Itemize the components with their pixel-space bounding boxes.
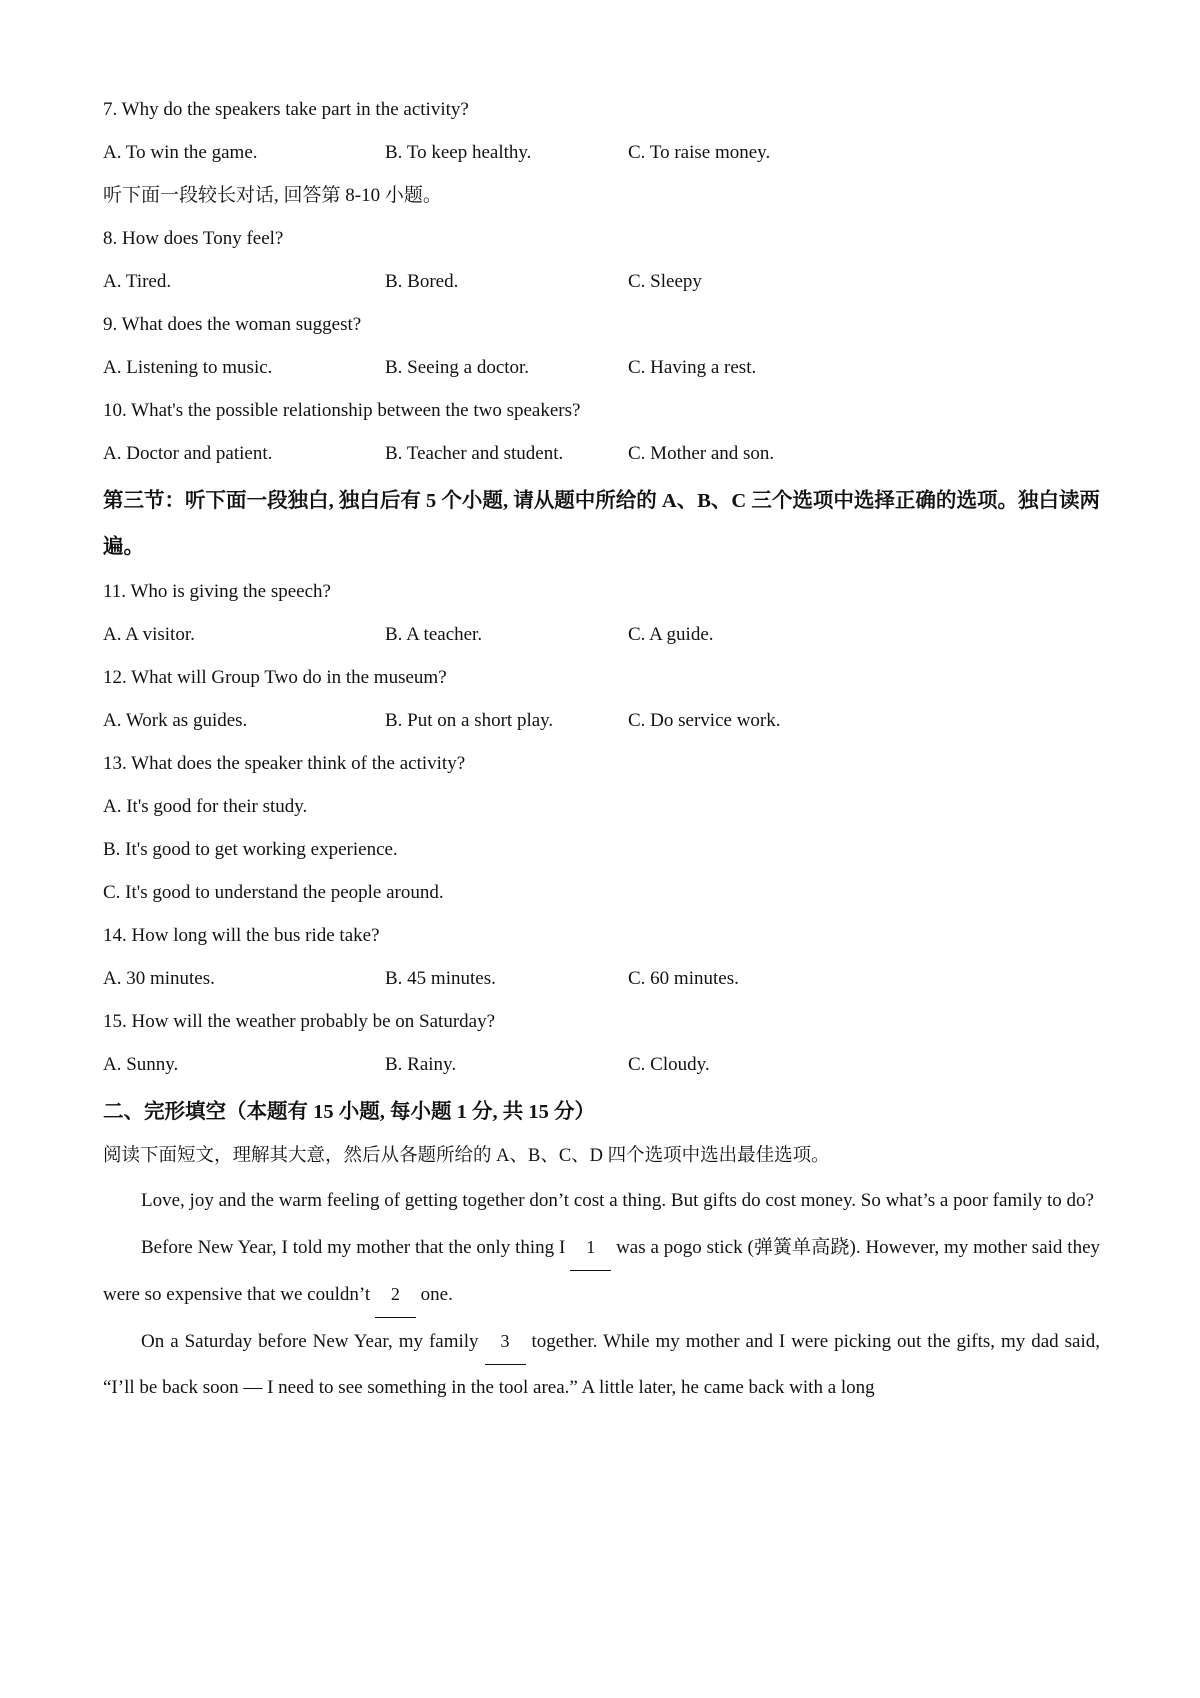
option-c: C. Cloudy. [628,1054,710,1075]
option-c: C. Mother and son. [628,443,775,464]
option-b: B. Rainy. [385,1054,457,1075]
question-15-options [103,1043,1100,1086]
option-a: A. A visitor. [103,624,195,645]
question-7: 7. Why do the speakers take part in the activity? [103,99,469,120]
transition-8-10: 听下面一段较长对话, 回答第 8-10 小题。 [103,185,442,206]
question-13-option-c: C. It's good to understand the people around. [103,882,444,903]
question-11: 11. Who is giving the speech? [103,581,331,602]
option-c: C. Sleepy [628,271,702,292]
question-9-options [103,346,1100,389]
question-13-option-b: B. It's good to get working experience. [103,839,398,860]
cloze-blank-1: 1 [570,1224,611,1271]
question-8-options [103,260,1100,303]
paragraph-text: On a Saturday before New Year, my family [141,1331,485,1352]
option-b: B. Teacher and student. [385,443,564,464]
option-c: C. To raise money. [628,142,771,163]
question-14: 14. How long will the bus ride take? [103,925,380,946]
question-10-options [103,432,1100,475]
paragraph-text: together. While my mother and I were picking out the gifts, my dad said, “I’ll be back soon — I need to see something in the tool area.” A little later, he came back with a long [103,1331,1100,1398]
option-a: A. Tired. [103,271,172,292]
paragraph-text: was a pogo stick (弹簧单高跷). However, my mother said they were so expensive that we couldn’t [103,1237,1100,1305]
cloze-paragraph-3 [103,1318,1100,1411]
cloze-blank-3: 3 [485,1318,526,1365]
option-a: A. Doctor and patient. [103,443,273,464]
question-10: 10. What's the possible relationship between the two speakers? [103,400,581,421]
option-a: A. Listening to music. [103,357,273,378]
cloze-blank-2: 2 [375,1271,416,1318]
paragraph-text: one. [415,1284,453,1305]
option-a: A. Sunny. [103,1054,179,1075]
cloze-paragraph-2 [103,1224,1100,1318]
cloze-paragraph-1: Love, joy and the warm feeling of getting together don’t cost a thing. But gifts do cost money. So what’s a poor family to do? [141,1190,1094,1211]
option-a: A. Work as guides. [103,710,248,731]
section-3-heading: 第三节：听下面一段独白, 独白后有 5 个小题, 请从题中所给的 A、B、C 三个选项中选择正确的选项。独白读两遍。 [103,490,1100,558]
question-7-options [103,131,1100,174]
question-14-options [103,957,1100,1000]
option-a: A. 30 minutes. [103,968,215,989]
question-15: 15. How will the weather probably be on Saturday? [103,1011,496,1032]
question-8: 8. How does Tony feel? [103,228,284,249]
option-b: B. To keep healthy. [385,142,532,163]
option-b: B. Bored. [385,271,459,292]
question-13-option-a: A. It's good for their study. [103,796,308,817]
option-b: B. Seeing a doctor. [385,357,530,378]
question-12: 12. What will Group Two do in the museum? [103,667,447,688]
option-c: C. Do service work. [628,710,781,731]
option-c: C. A guide. [628,624,714,645]
question-13: 13. What does the speaker think of the activity? [103,753,466,774]
cloze-instruction: 阅读下面短文，理解其大意，然后从各题所给的 A、B、C、D 四个选项中选出最佳选项。 [103,1146,830,1166]
question-11-options [103,613,1100,656]
question-9: 9. What does the woman suggest? [103,314,362,335]
option-b: B. A teacher. [385,624,483,645]
option-b: B. 45 minutes. [385,968,496,989]
question-12-options [103,699,1100,742]
cloze-section-heading: 二、完形填空（本题有 15 小题, 每小题 1 分, 共 15 分） [103,1101,595,1123]
option-a: A. To win the game. [103,142,258,163]
option-b: B. Put on a short play. [385,710,554,731]
option-c: C. Having a rest. [628,357,757,378]
option-c: C. 60 minutes. [628,968,739,989]
paragraph-text: Before New Year, I told my mother that the only thing I [141,1237,571,1258]
